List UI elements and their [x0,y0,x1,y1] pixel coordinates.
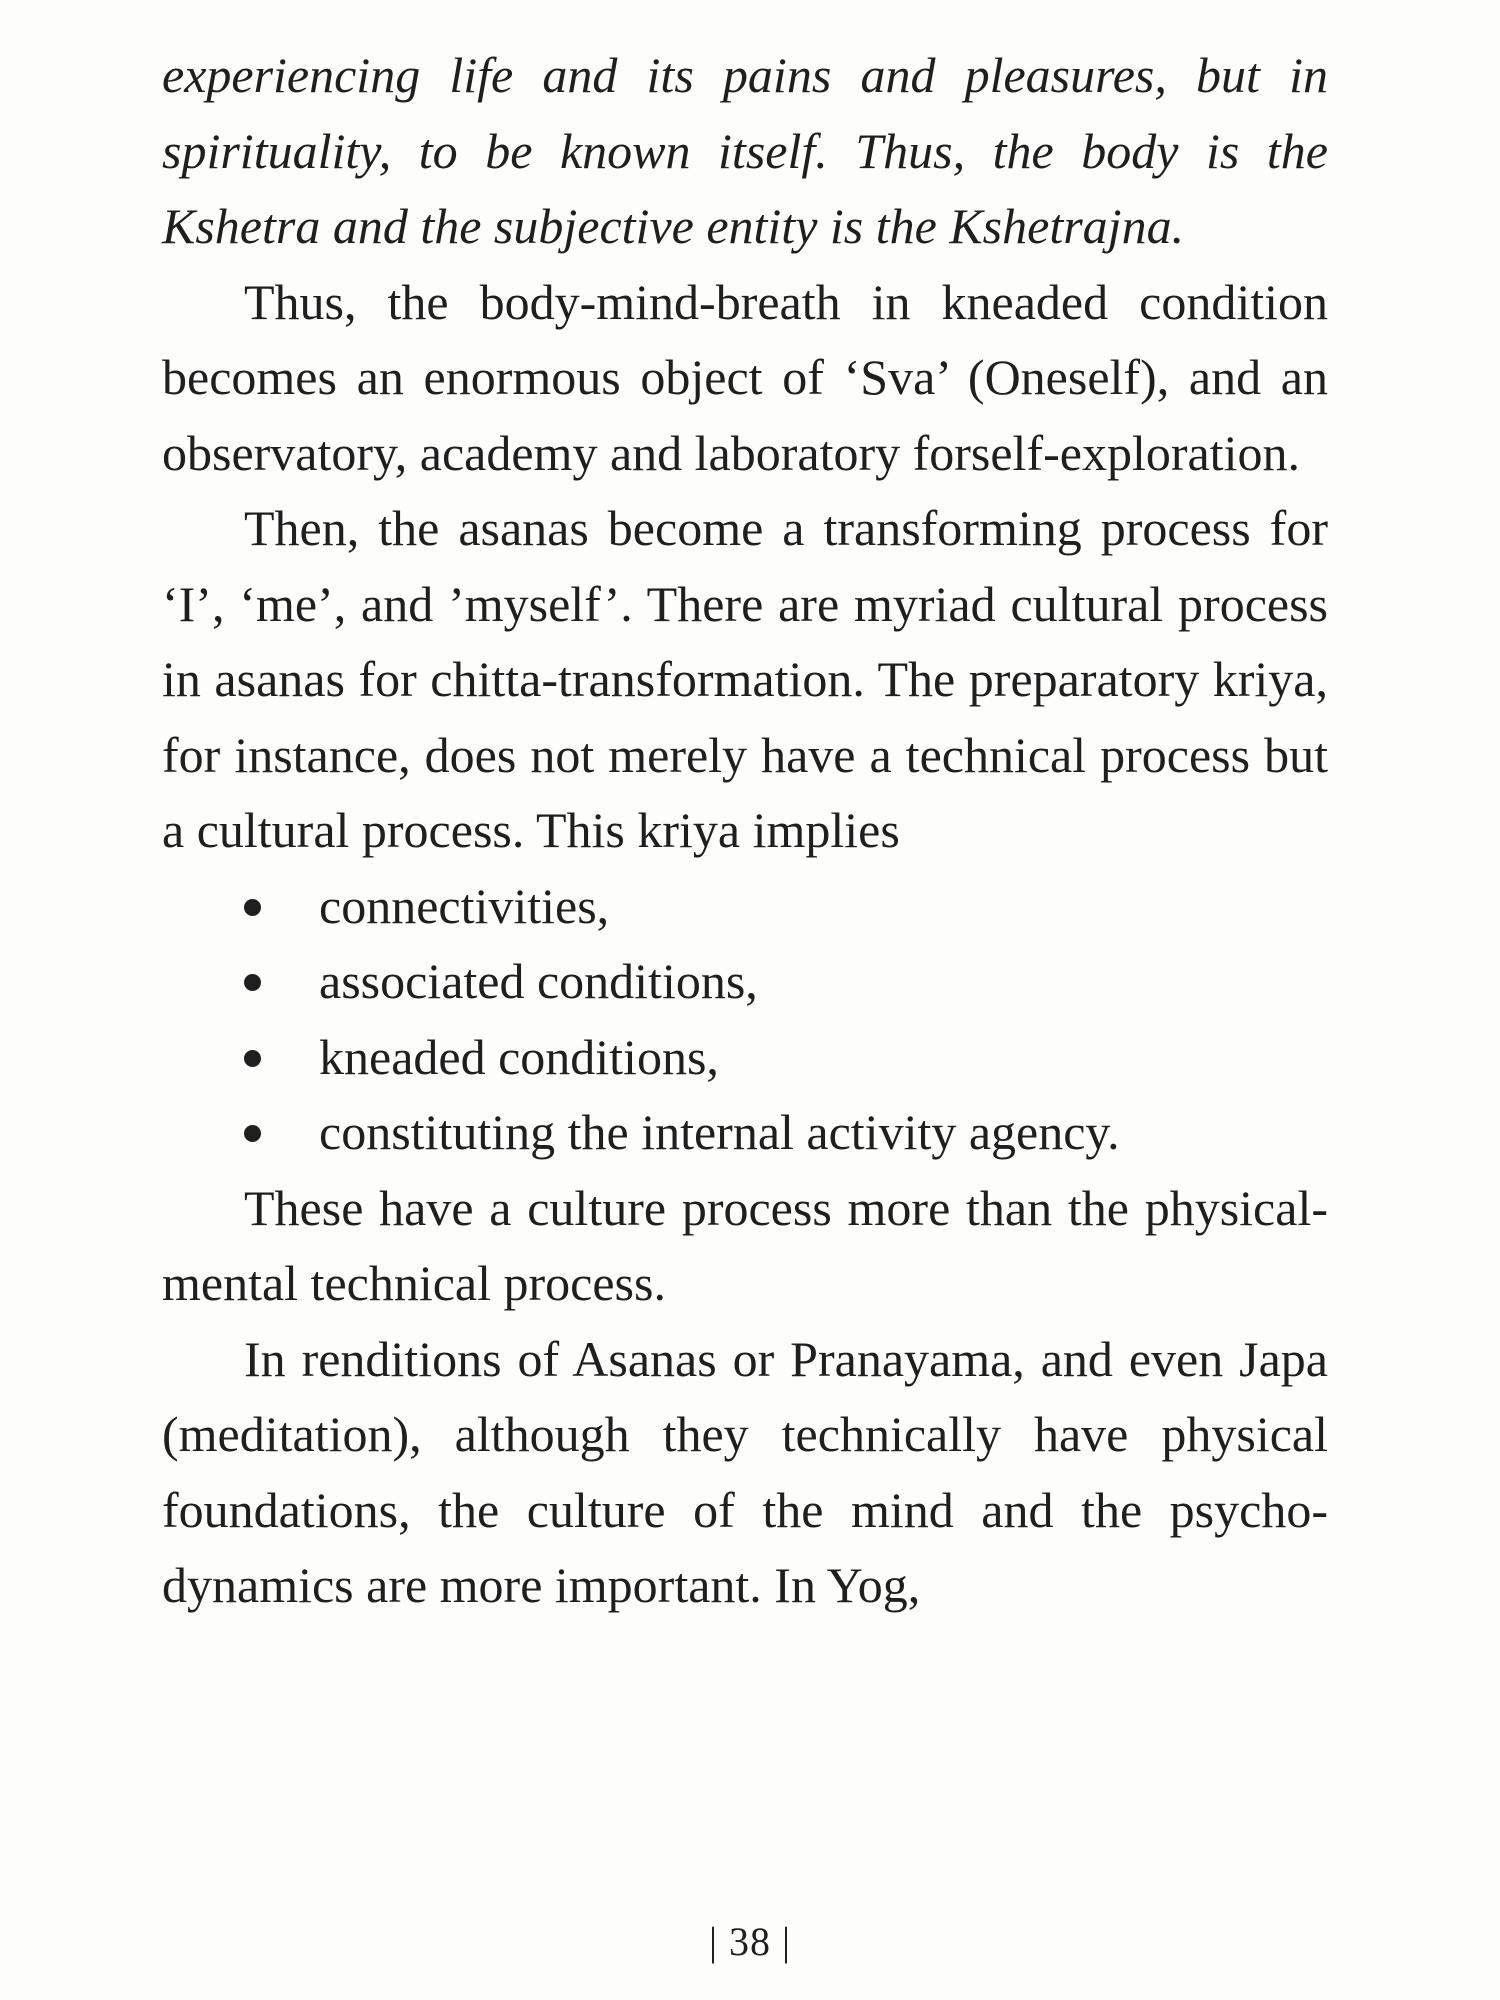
paragraph-asanas: Then, the asanas become a transforming process for ‘I’, ‘me’, and ’myself’. There are myriad cultural process in asanas for chitta-transformation. The preparatory kriya, for instance, does not merely have a technical process but a cultural process. This kriya implies [162,500,1328,858]
bullet-item [162,944,1328,1020]
bullet-list [162,869,1328,1171]
paragraph-renditions: In renditions of Asanas or Pranayama, and even Japa (meditation), although they technically have physical foundations, the culture of the mind and the psycho-dynamics are more important. In Yog, [162,1330,1328,1613]
page-number: | 38 | [708,1919,791,1964]
paragraph-continuation: experiencing life and its pains and pleasures, but in spirituality, to be known itself. Thus, the body is the Kshetra and the subjective entity is the Kshetrajna. [162,47,1328,254]
bullet-icon [244,1125,261,1142]
body-text [162,38,1328,1624]
paragraph-culture-process: These have a culture process more than the physical-mental technical process. [162,1179,1328,1311]
bullet-text: constituting the internal activity agency. [319,1104,1120,1160]
bullet-icon [244,899,261,916]
paragraph-sva: Thus, the body-mind-breath in kneaded condition becomes an enormous object of ‘Sva’ (Oneself), and an observatory, academy and laboratory forself-exploration. [162,273,1328,481]
bullet-icon [244,974,261,991]
bullet-item [162,1095,1328,1171]
bullet-text: connectivities, [319,877,610,934]
bullet-icon [244,1050,261,1067]
bullet-item [162,1020,1328,1096]
bullet-text: kneaded conditions, [319,1028,719,1085]
bullet-item [162,869,1328,945]
bullet-text: associated conditions, [319,953,758,1009]
